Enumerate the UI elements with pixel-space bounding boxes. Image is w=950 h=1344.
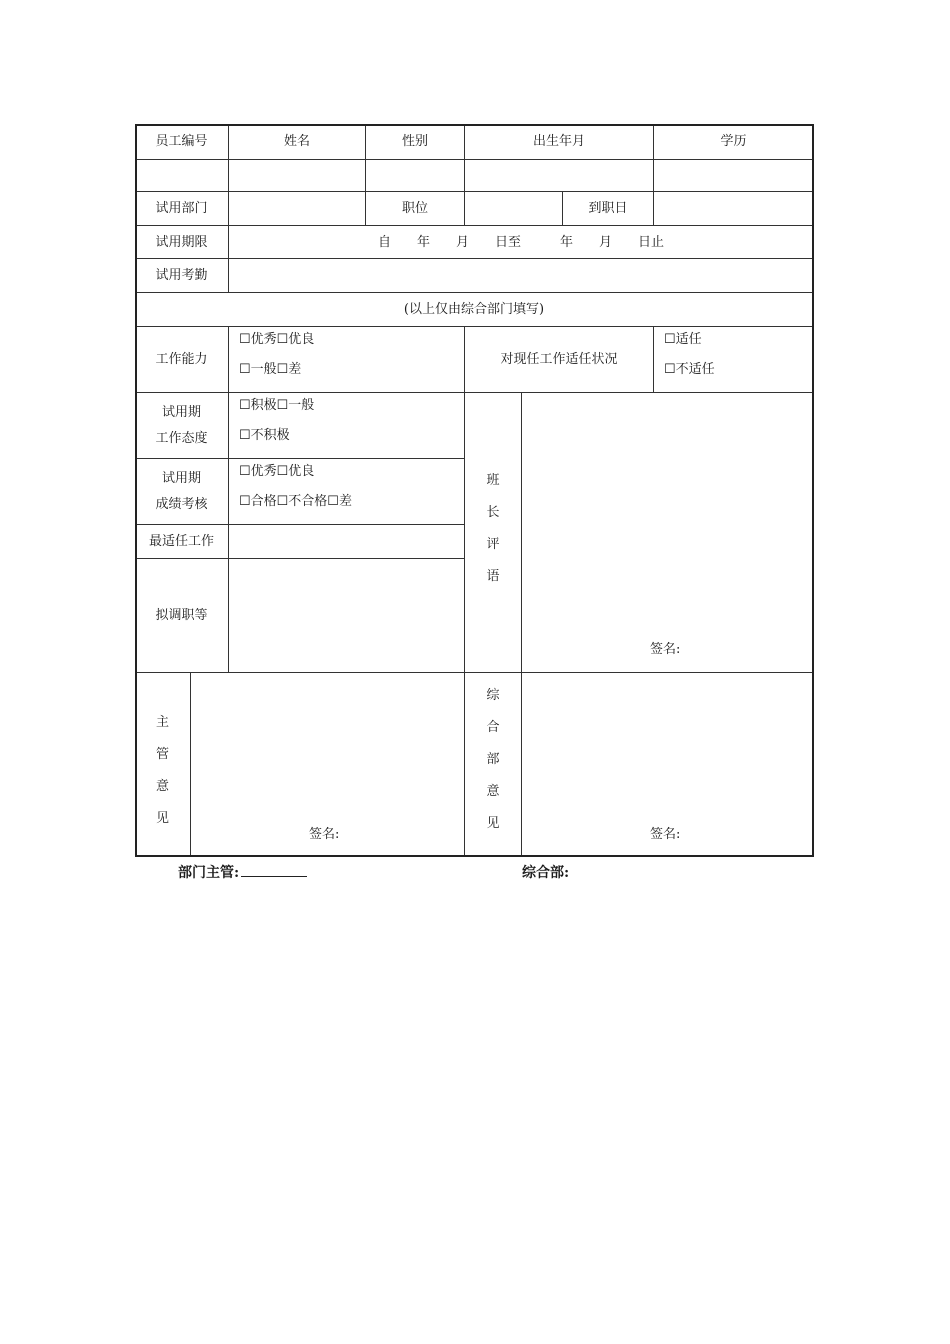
leader-comment-field[interactable] <box>522 393 814 673</box>
ability-options-line2[interactable]: ☐一般☐差 <box>239 361 302 377</box>
gender-label: 性别 <box>366 124 465 160</box>
dept-head-blank[interactable] <box>241 864 307 877</box>
education-field[interactable] <box>654 160 814 192</box>
education-label: 学历 <box>654 124 814 160</box>
dept-field[interactable] <box>229 192 366 226</box>
general-dept-opinion-label: 综 合 部 意 见 <box>465 673 522 857</box>
unfit-option[interactable]: ☐不适任 <box>664 361 715 377</box>
employee-no-label: 员工编号 <box>135 124 229 160</box>
performance-label: 试用期 成绩考核 <box>135 459 229 525</box>
attendance-field[interactable] <box>229 259 814 293</box>
leader-comment-label: 班 长 评 语 <box>465 393 522 673</box>
employee-no-field[interactable] <box>135 160 229 192</box>
fill-note: (以上仅由综合部门填写) <box>135 293 814 327</box>
supervisor-opinion-label: 主 管 意 见 <box>135 673 191 857</box>
dept-label: 试用部门 <box>135 192 229 226</box>
position-field[interactable] <box>465 192 563 226</box>
performance-options[interactable] <box>229 459 465 525</box>
name-label: 姓名 <box>229 124 366 160</box>
best-job-label: 最适任工作 <box>135 525 229 559</box>
best-job-field[interactable] <box>229 525 465 559</box>
attitude-label: 试用期 工作态度 <box>135 393 229 459</box>
attitude-options[interactable] <box>229 393 465 459</box>
period-field[interactable]: 自 年 月 日至 年 月 日止 <box>229 226 814 259</box>
join-date-label: 到职日 <box>563 192 654 226</box>
general-dept-signature <box>522 862 569 882</box>
fit-option[interactable]: ☐适任 <box>664 332 702 347</box>
performance-options-line1[interactable]: ☐优秀☐优良 <box>239 464 315 479</box>
general-dept-opinion-field[interactable] <box>522 673 814 857</box>
ability-options-line1[interactable]: ☐优秀☐优良 <box>239 332 315 347</box>
ability-label: 工作能力 <box>135 327 229 393</box>
probation-evaluation-form <box>135 124 814 857</box>
general-dept-footer-label: 综合部: <box>522 865 570 881</box>
attendance-label: 试用考勤 <box>135 259 229 293</box>
general-dept-sign-label: 签名: <box>650 827 681 842</box>
attitude-options-line2[interactable]: ☐不积极 <box>239 427 290 443</box>
transfer-field[interactable] <box>229 559 465 673</box>
gender-field[interactable] <box>366 160 465 192</box>
ability-options[interactable] <box>229 327 465 393</box>
supervisor-opinion-field[interactable] <box>191 673 465 857</box>
fit-status-options[interactable] <box>654 327 814 393</box>
transfer-label: 拟调职等 <box>135 559 229 673</box>
dept-head-label: 部门主管: <box>178 865 240 881</box>
name-field[interactable] <box>229 160 366 192</box>
fit-status-label: 对现任工作适任状况 <box>465 327 654 393</box>
period-label: 试用期限 <box>135 226 229 259</box>
birth-label: 出生年月 <box>465 124 654 160</box>
attitude-options-line1[interactable]: ☐积极☐一般 <box>239 398 315 413</box>
dept-head-signature <box>178 862 307 882</box>
leader-sign-label: 签名: <box>650 642 681 657</box>
birth-field[interactable] <box>465 160 654 192</box>
join-date-field[interactable] <box>654 192 814 226</box>
supervisor-sign-label: 签名: <box>309 827 340 842</box>
performance-options-line2[interactable]: ☐合格☐不合格☐差 <box>239 493 352 509</box>
position-label: 职位 <box>366 192 465 226</box>
